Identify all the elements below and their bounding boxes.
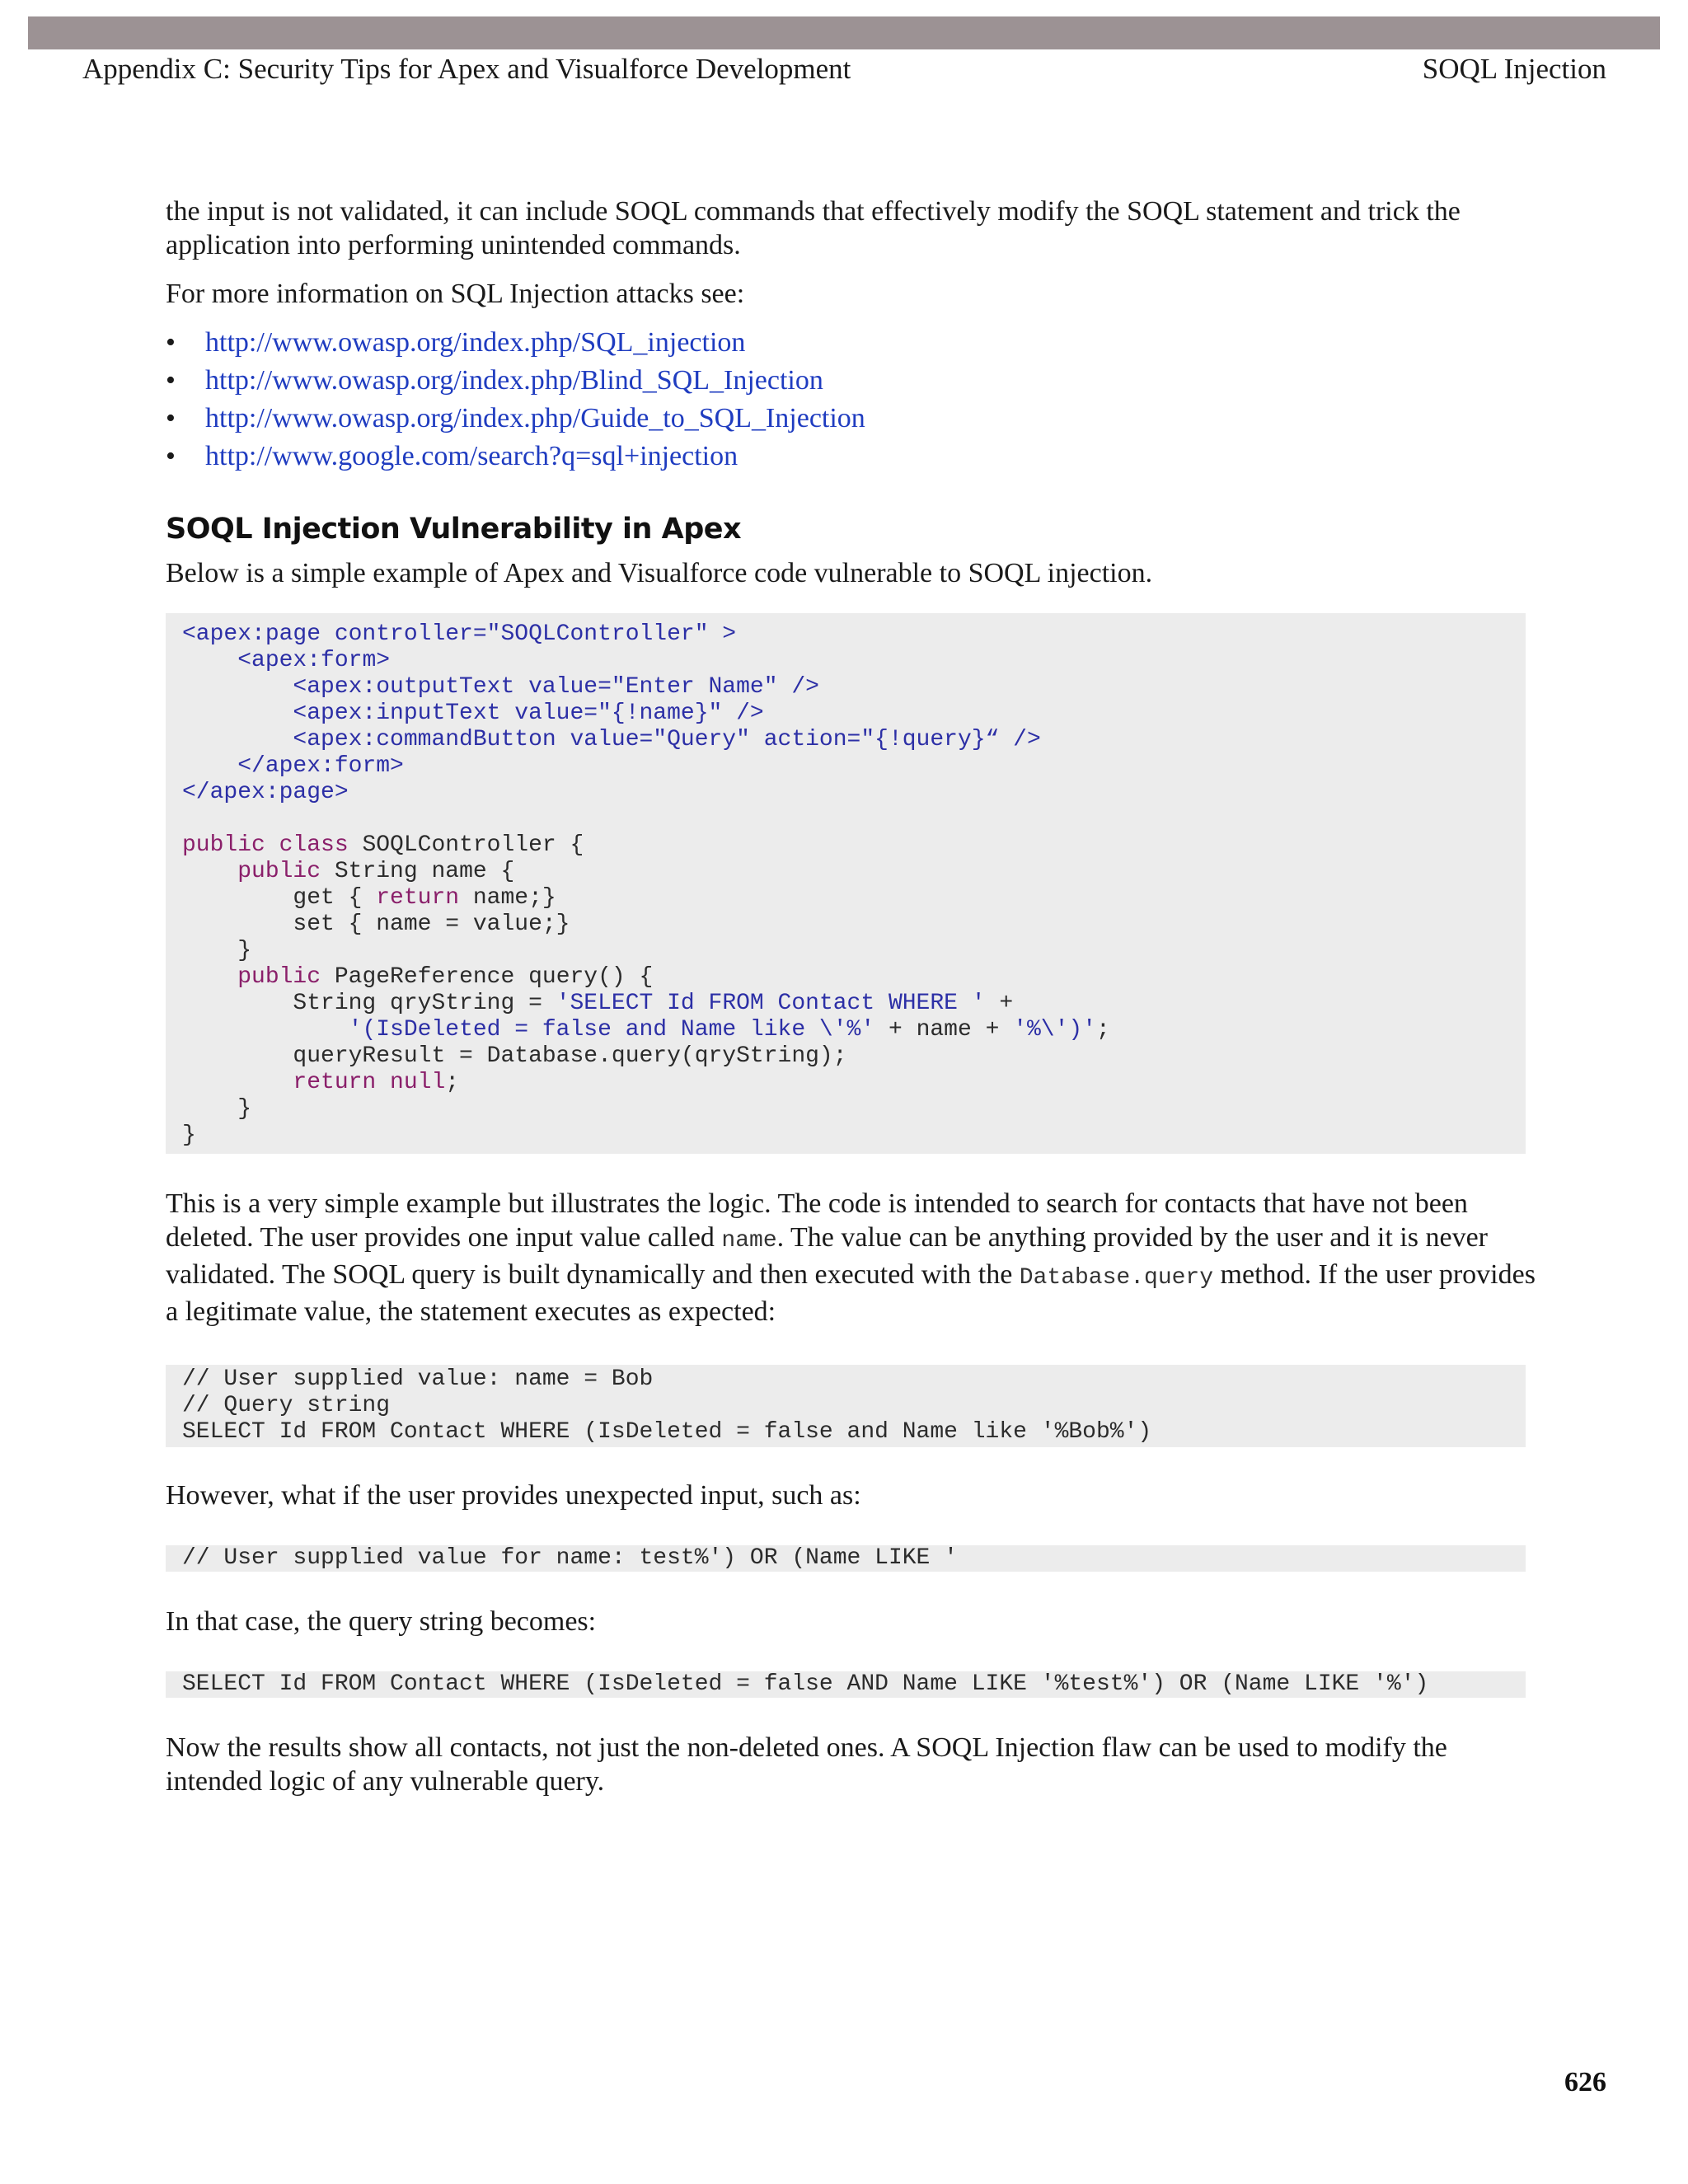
- inline-code-name: name: [721, 1228, 777, 1254]
- list-item: [166, 324, 1542, 362]
- code-block-legitimate: // User supplied value: name = Bob // Query string SELECT Id FROM Contact WHERE (IsDeleted = false and Name like '%Bob%'): [166, 1365, 1526, 1447]
- intro-paragraph: the input is not validated, it can include SOQL commands that effectively modify the SOQL statement and trick the application into performing unintended commands.: [166, 196, 1461, 260]
- running-header-section: SOQL Injection: [1422, 53, 1606, 85]
- link-owasp-guide-sql-injection[interactable]: http://www.owasp.org/index.php/Guide_to_SQL_Injection: [205, 403, 865, 434]
- list-item: [166, 400, 1542, 438]
- list-item: [166, 438, 1542, 476]
- bullet-icon: •: [166, 403, 176, 434]
- code-block-malicious-input: // User supplied value for name: test%') OR (Name LIKE ': [166, 1545, 1526, 1572]
- code-block-example: <apex:page controller="SOQLController" > <apex:form> <apex:outputText value="Enter Name" /> <apex:inputText value="{!name}" /> <apex:commandButton value="Query" action="{!query}“ /> </apex:form> </apex:page> public class SOQLController { public String name { get { return name;} set { name = value;} } public PageReference query() { String qryString = 'SELECT Id FROM Contact WHERE ' + '(IsDeleted = false and Name like \'%' + name + '%\')'; queryResult = Database.query(qryString); return null; } }: [166, 613, 1526, 1154]
- reference-links: [166, 324, 1542, 476]
- unexpected-input-paragraph: However, what if the user provides unexpected input, such as:: [166, 1480, 861, 1511]
- conclusion-paragraph: Now the results show all contacts, not just the non-deleted ones. A SOQL Injection flaw can be used to modify the intended logic of any vulnerable query.: [166, 1732, 1447, 1797]
- code-block-injected-query: SELECT Id FROM Contact WHERE (IsDeleted = false AND Name LIKE '%test%') OR (Name LIKE '%'): [166, 1671, 1526, 1698]
- link-owasp-blind-sql-injection[interactable]: http://www.owasp.org/index.php/Blind_SQL_Injection: [205, 365, 823, 396]
- page-number: 626: [1564, 2067, 1606, 2097]
- section-heading: SOQL Injection Vulnerability in Apex: [166, 513, 742, 546]
- page-content: [166, 194, 1542, 1798]
- list-item: [166, 362, 1542, 400]
- bullet-icon: •: [166, 441, 176, 471]
- becomes-paragraph: In that case, the query string becomes:: [166, 1606, 597, 1637]
- running-header-chapter: Appendix C: Security Tips for Apex and Visualforce Development: [82, 53, 851, 85]
- bullet-icon: •: [166, 365, 176, 396]
- header-bar: [28, 16, 1660, 49]
- link-owasp-sql-injection[interactable]: http://www.owasp.org/index.php/SQL_injection: [205, 327, 746, 358]
- inline-code-database-query: Database.query: [1019, 1265, 1214, 1291]
- bullet-icon: •: [166, 327, 176, 358]
- more-info-paragraph: For more information on SQL Injection attacks see:: [166, 279, 745, 309]
- section-intro: Below is a simple example of Apex and Visualforce code vulnerable to SOQL injection.: [166, 558, 1153, 588]
- explanation-paragraph: This is a very simple example but illustrates the logic. The code is intended to search for contacts that have not been deleted. The user provides one input value called name. The value can be anything provided by the user and it is never validated. The SOQL query is built dynamically and then executed with the Database.query method. If the user provides a legitimate value, the statement executes as expected:: [166, 1188, 1536, 1327]
- link-google-search[interactable]: http://www.google.com/search?q=sql+injection: [205, 441, 738, 471]
